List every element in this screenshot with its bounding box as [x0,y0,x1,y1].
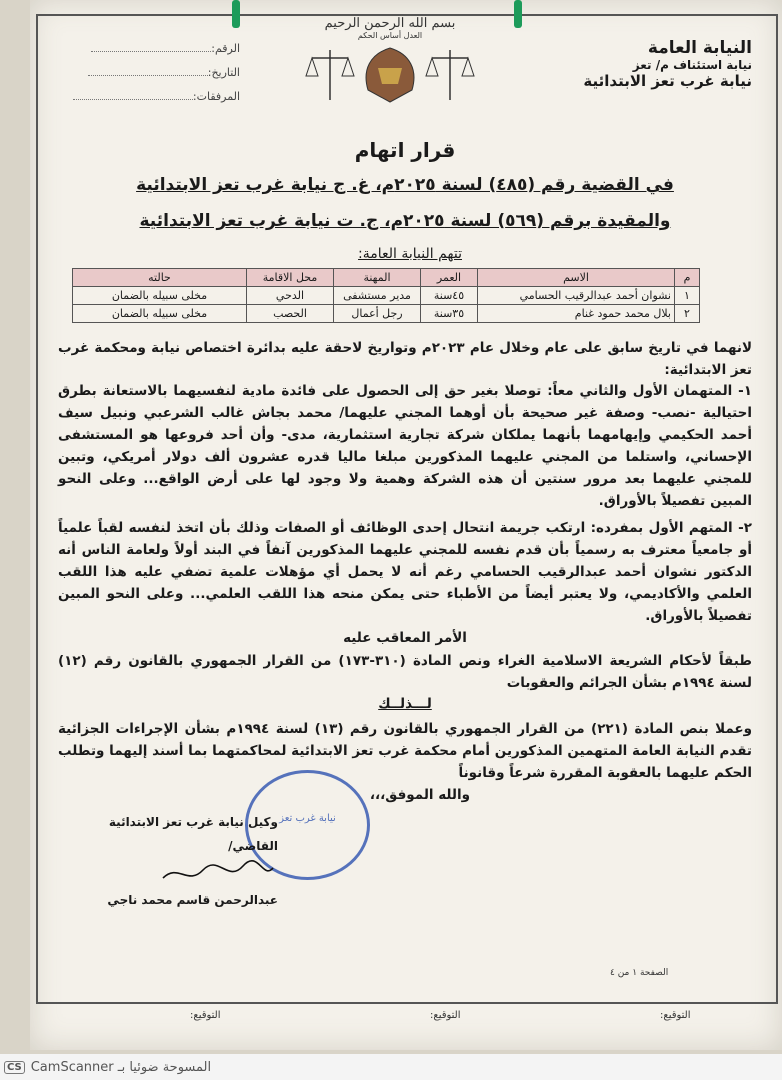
footer-signature-label: التوقيع: [190,1010,221,1021]
paragraph-charge-1: ١- المتهمان الأول والثاني معاً: توصلا بغير حق إلى الحصول على فائدة مادية لنفسيهما بالاستعانة بطرق احتيالية -نصب- وصفة غير صحيحة بأن أوهما المجني عليهما/ محمد بجاش غالب الشرعبي ونبيل سيف أحمد الحكيمي وإيهامهما بأنهما يملكان شركة تجارية استثمارية، مدى- وأن أحد فروعها هو المستشفى الإحساني، واستلما من المجني عليهما المذكورين مبلغا ماليا قدره عشرون ألف دولار أمريكي، وتبين للمجني عليهما بعد مرور سنتين أن هذه الشركة وهمية ولا وجود لها على أرض الواقع... وعلى النحو المبين تفصيلاً بالأوراق. [58,383,752,509]
eagle-scales-icon [290,40,490,110]
organization-header: النيابة العامة نيابة استئناف م/ تعز نيابة غرب تعز الابتدائية [583,38,752,90]
table-header-row [73,269,700,287]
green-clip-left [232,0,240,28]
green-clip-right [514,0,522,28]
col-profession: المهنة [334,269,421,287]
footer-signature-label: التوقيع: [660,1010,691,1021]
registration-line: والمقيدة برقم (٥٦٩) لسنة ٢٠٢٥م، ج. ت نيابة غرب تعز الابتدائية [139,211,671,231]
signatory-role: القاضي/ [228,839,278,853]
signatory-name: عبدالرحمن قاسم محمد ناجي [107,893,278,907]
handwritten-signature [158,858,278,888]
field-attachments: المرفقات: [60,90,240,103]
footer-signature-label: التوقيع: [430,1010,461,1021]
republic-emblem [290,16,490,114]
table-row: ١ نشوان أحمد عبدالرقيب الحسامي ٤٥سنة مدير مستشفى الدحي مخلى سبيله بالضمان [73,287,700,305]
paragraph-legal-basis: طبقاً لأحكام الشريعة الاسلامية الغراء ونص المادة (٣١٠-١٧٣) من القرار الجمهوري بالقانون رقم (١٢) لسنة ١٩٩٤م بشأن الجرائم والعقوبات [58,653,752,691]
paragraph-request: وعملا بنص المادة (٢٢١) من القرار الجمهوري بالقانون رقم (١٣) لسنة ١٩٩٤م بشأن الإجراءات الجزائية تقدم النيابة العامة المتهمين المذكورين أمام محكمة غرب تعز الابتدائية لمحاكمتهما بما أسند إليهما وتطلب الحكم عليهما بالعقوبة المقررة شرعاً وقانوناً [58,721,752,781]
page-number: الصفحة ١ من ٤ [610,968,669,978]
official-stamp: نيابة غرب تعز [245,770,370,880]
accuse-heading: تتهم النيابة العامة: [358,246,462,262]
paragraph-charge-2: ٢- المتهم الأول بمفرده: ارتكب جريمة انتحال إحدى الوظائف أو الصفات وذلك بأن اتخذ لنفسه لقباً علمياً أو جامعياً معترف به رسمياً بأن قدم نفسه للمجني عليهما المذكورين آنفاً في البند أولاً ولعامة الناس أنه الدكتور نشوان أحمد عبدالرقيب الحسامي رغم أنه لا يحمل أي مؤهلات علمية تضفي عليه هذا اللقب العلمي والأكاديمي، ولا يعتبر أيضاً من الأطباء حتى يمكن منحه هذا اللقب العلمي... وعلى النحو المبين تفصيلاً بالأوراق. [58,520,752,624]
signature-block [78,810,278,912]
closing-phrase: والله الموفق،،، [369,787,470,803]
basmala: بسم الله الرحمن الرحيم [324,16,456,31]
heading-therefore: لـــذلــك [378,696,432,712]
signatory-title: وكيل نيابة غرب تعز الابتدائية [108,815,278,829]
document-title: قرار اتهام [354,138,456,162]
emblem-motto: العدل أساس الحكم [357,31,423,40]
case-number-line: في القضية رقم (٤٨٥) لسنة ٢٠٢٥م، غ. ج نيابة غرب تعز الابتدائية [136,175,674,195]
table-row: ٢ بلال محمد حمود غنام ٣٥سنة رجل أعمال الحصب مخلى سبيله بالضمان [73,305,700,323]
heading-penalty: الأمر المعاقب عليه [343,630,467,646]
col-name: الاسم [478,269,675,287]
field-date: التاريخ: [60,66,240,79]
camscanner-watermark: CS CamScanner المسوحة ضوئيا بـ [0,1054,782,1080]
camscanner-logo-icon: CS [4,1061,25,1074]
col-index: م [675,269,700,287]
paragraph-intro: لانهما في تاريخ سابق على عام وخلال عام ٢٠٢٣م وتواريخ لاحقة عليه بدائرة اختصاص نيابة ومحكمة غرب تعز الابتدائية: [58,340,752,378]
col-status: حالته [73,269,247,287]
col-residence: محل الاقامة [247,269,334,287]
defendants-table [72,268,700,323]
col-age: العمر [421,269,478,287]
field-number: الرقم: [60,42,240,55]
